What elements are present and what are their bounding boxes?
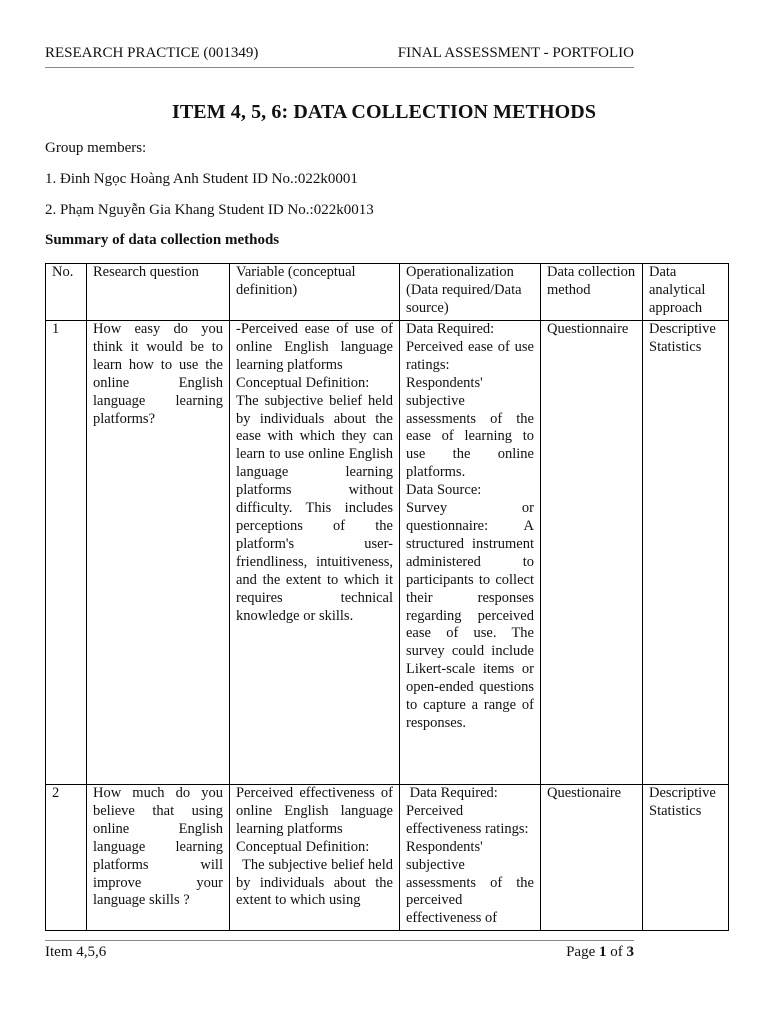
variable-definition bbox=[230, 785, 400, 931]
conceptual-definition-label: Conceptual Definition: bbox=[236, 374, 370, 391]
row-number bbox=[46, 785, 87, 931]
conceptual-definition-text: The subjective belief held by individuals about the ease with which they can learn to use online English language learning platforms without difficulty. This includes perceptions of the platform's user-friendliness, intuitiveness, and the extent to which it requires technical knowledge or skills. bbox=[236, 392, 393, 624]
footer-item-label: Item 4,5,6 bbox=[45, 944, 107, 960]
group-members-label: Group members: bbox=[45, 140, 147, 156]
research-question bbox=[87, 785, 230, 931]
data-source-text: Survey or questionnaire: A structured instrument administered to participants to collect their responses regarding perceived ease of use. The survey could include Likert-scale items or open-ended questions to capture a range of responses. bbox=[406, 500, 534, 731]
operationalization bbox=[400, 785, 541, 931]
header-course: RESEARCH PRACTICE (001349) bbox=[45, 45, 259, 61]
header-variable: Variable (conceptual definition) bbox=[230, 264, 400, 321]
page-footer bbox=[45, 940, 634, 960]
conceptual-definition-label: Conceptual Definition: bbox=[236, 838, 370, 855]
page-mid: of bbox=[606, 944, 627, 960]
page-header bbox=[45, 45, 634, 68]
data-required-label: Data Required: bbox=[406, 321, 495, 337]
page-total: 3 bbox=[626, 944, 634, 960]
member-1: 1. Đinh Ngọc Hoàng Anh Student ID No.:022k0001 bbox=[45, 171, 358, 187]
table-row bbox=[46, 321, 729, 785]
data-required-text: Respondents' subjective assessments of the perceived effectiveness of bbox=[406, 838, 534, 927]
page-current: 1 bbox=[599, 944, 607, 960]
operationalization-clip bbox=[406, 785, 534, 928]
row-number-text: 2 bbox=[52, 785, 60, 801]
research-question-text: How much do you believe that using online English language learning platforms will improve your language skills ? bbox=[93, 785, 223, 909]
data-required-item: Perceived effectiveness ratings: bbox=[406, 802, 529, 837]
header-operationalization: Operationalization (Data required/Data source) bbox=[400, 264, 541, 321]
table-row bbox=[46, 785, 729, 931]
research-question: How easy do you think it would be to learn how to use the online English language learning platforms? bbox=[87, 321, 230, 785]
operationalization bbox=[400, 321, 541, 785]
variable-name: -Perceived ease of use of online English language learning platforms bbox=[236, 321, 393, 373]
page-number bbox=[566, 944, 634, 961]
data-collection-table bbox=[45, 263, 729, 931]
data-required-item: Perceived ease of use ratings: bbox=[406, 338, 534, 373]
header-collection-method: Data collection method bbox=[541, 264, 643, 321]
page-prefix: Page bbox=[566, 944, 599, 960]
analytical-approach: Descriptive Statistics bbox=[643, 321, 729, 785]
analytical-approach: Descriptive Statistics bbox=[643, 785, 729, 931]
variable-clip bbox=[236, 785, 393, 928]
data-source-label: Data Source: bbox=[406, 482, 482, 499]
member-2: 2. Phạm Nguyễn Gia Khang Student ID No.:022k0013 bbox=[45, 202, 374, 218]
variable-name: Perceived effectiveness of online English language learning platforms bbox=[236, 785, 393, 837]
header-no: No. bbox=[46, 264, 87, 321]
header-analytical-approach: Data analytical approach bbox=[643, 264, 729, 321]
variable-definition bbox=[230, 321, 400, 785]
header-assessment: FINAL ASSESSMENT - PORTFOLIO bbox=[397, 45, 634, 61]
summary-heading: Summary of data collection methods bbox=[45, 232, 280, 248]
collection-method: Questionnaire bbox=[541, 321, 643, 785]
header-research-question: Research question bbox=[87, 264, 230, 321]
row-number: 1 bbox=[46, 321, 87, 785]
document-title: ITEM 4, 5, 6: DATA COLLECTION METHODS bbox=[171, 101, 597, 123]
conceptual-definition-text: The subjective belief held by individuals about the extent to which using bbox=[236, 856, 393, 909]
table-header-row bbox=[46, 264, 729, 321]
collection-method: Questionaire bbox=[541, 785, 643, 931]
data-required-label: Data Required: bbox=[406, 785, 498, 801]
data-required-text: Respondents' subjective assessments of the ease of learning to use the online platforms. bbox=[406, 374, 534, 481]
